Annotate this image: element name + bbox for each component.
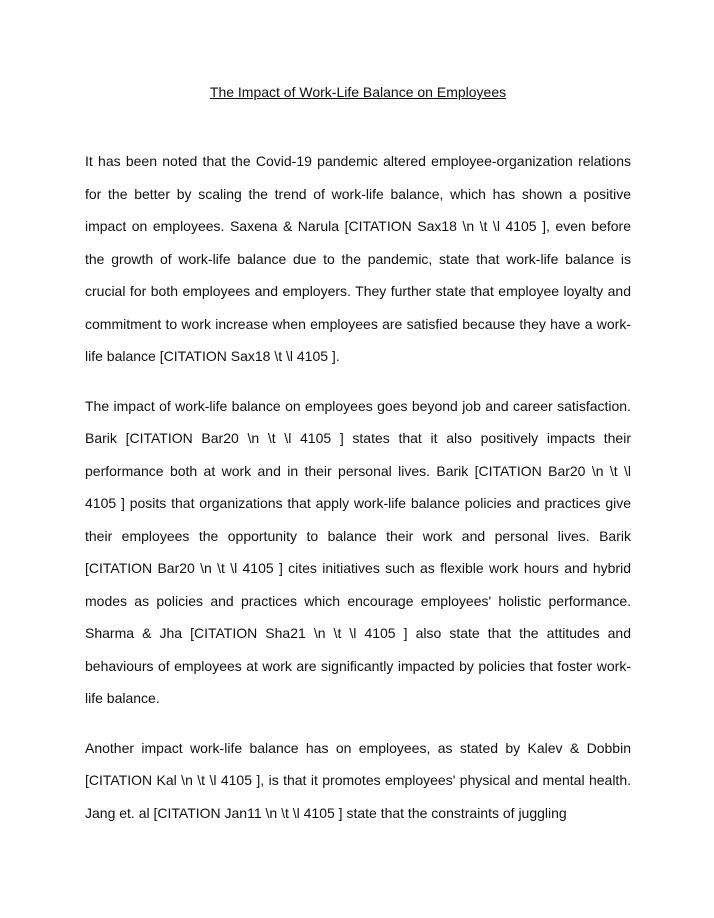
document-title: The Impact of Work-Life Balance on Employees <box>209 84 507 100</box>
paragraph-2: The impact of work-life balance on employees goes beyond job and career satisfaction. Barik [CITATION Bar20 \n \t \l 4105 ] states that it also positively impacts their performance both at work and in their personal lives. Barik [CITATION Bar20 \n \t \l 4105 ] posits that organizations that apply work-life balance policies and practices give their employees the opportunity to balance their work and personal lives. Barik [CITATION Bar20 \n \t \l 4105 ] cites initiatives such as flexible work hours and hybrid modes as policies and practices which encourage employees' holistic performance. Sharma & Jha [CITATION Sha21 \n \t \l 4105 ] also state that the attitudes and behaviours of employees at work are significantly impacted by policies that foster work-life balance. <box>85 397 631 706</box>
paragraph-1: It has been noted that the Covid-19 pandemic altered employee-organization relations for the better by scaling the trend of work-life balance, which has shown a positive impact on employees. Saxena & Narula [CITATION Sax18 \n \t \l 4105 ], even before the growth of work-life balance due to the pandemic, state that work-life balance is crucial for both employees and employers. They further state that employee loyalty and commitment to work increase when employees are satisfied because they have a work-life balance [CITATION Sax18 \t \l 4105 ]. <box>85 153 631 364</box>
document-body <box>85 145 631 846</box>
paragraph-3: Another impact work-life balance has on employees, as stated by Kalev & Dobbin [CITATION Kal \n \t \l 4105 ], is that it promotes employees' physical and mental health. Jang et. al [CITATION Jan11 \n \t \l 4105 ] state that the constraints of juggling <box>85 739 631 821</box>
